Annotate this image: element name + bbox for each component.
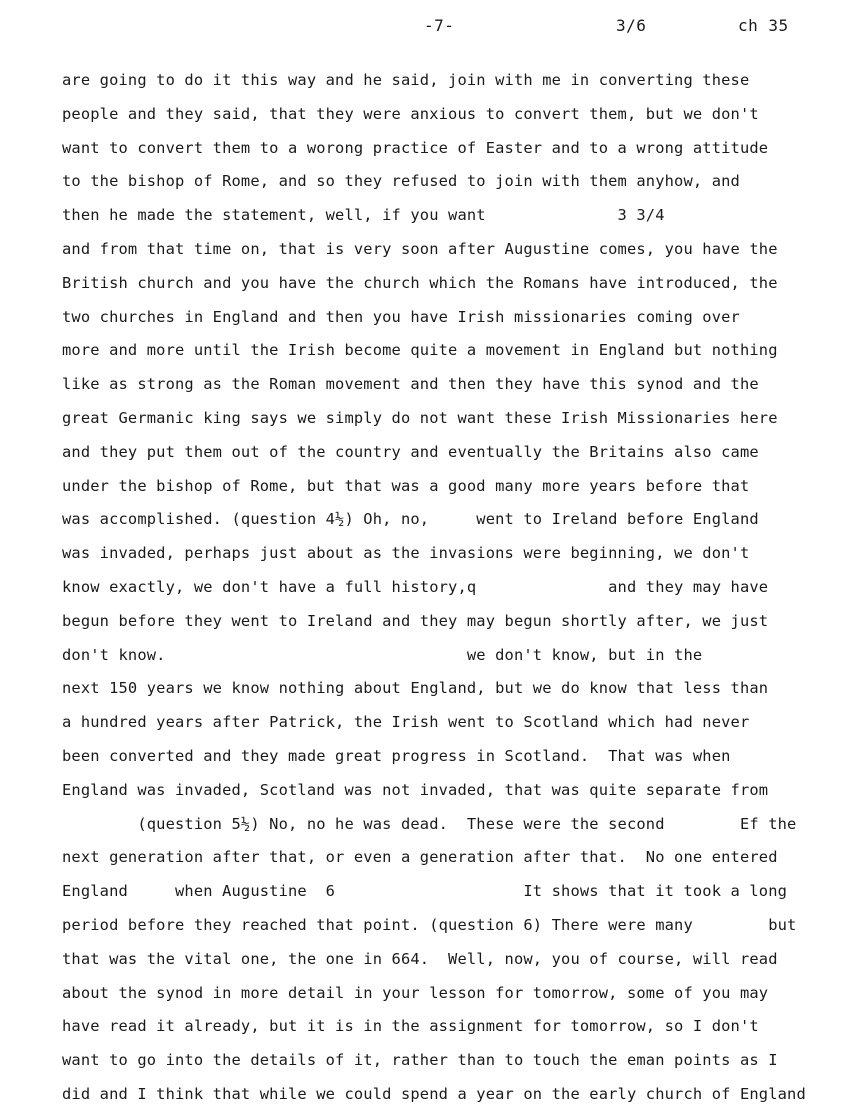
text-line: people and they said, that they were anxious to convert them, but we don't bbox=[62, 104, 759, 123]
text-line: British church and you have the church which the Romans have introduced, the bbox=[62, 273, 778, 292]
text-line: and from that time on, that is very soon after Augustine comes, you have the bbox=[62, 240, 778, 258]
text-line: want to go into the details of it, rather than to touch the eman points as I bbox=[62, 1051, 778, 1070]
text-line: more and more until the Irish become quite a movement in England but nothing bbox=[62, 341, 778, 360]
text-line: was invaded, perhaps just about as the invasions were beginning, we don't bbox=[62, 544, 750, 563]
text-line: are going to do it this way and he said, join with me in converting these bbox=[62, 71, 750, 89]
text-line: like as strong as the Roman movement and then they have this synod and the bbox=[62, 375, 759, 394]
text-line: have read it already, but it is in the assignment for tomorrow, so I don't bbox=[62, 1017, 759, 1036]
text-line: know exactly, we don't have a full history,q and they may have bbox=[62, 578, 769, 596]
text-line: been converted and they made great progress in Scotland. That was when bbox=[62, 747, 731, 765]
text-line: then he made the statement, well, if you want 3 3/4 bbox=[62, 206, 665, 225]
text-line: about the synod in more detail in your lesson for tomorrow, some of you may bbox=[62, 983, 769, 1002]
text-line: want to convert them to a worong practice of Easter and to a wrong attitude bbox=[62, 138, 769, 157]
section-reference: 3/6 bbox=[616, 16, 647, 35]
text-line: period before they reached that point. (question 6) There were many but bbox=[62, 916, 797, 934]
text-line: next 150 years we know nothing about England, but we do know that less than bbox=[62, 679, 769, 698]
text-line: England when Augustine 6 It shows that it took a long bbox=[62, 882, 788, 901]
text-line: did and I think that while we could spend a year on the early church of England bbox=[62, 1085, 806, 1103]
text-line: England was invaded, Scotland was not invaded, that was quite separate from bbox=[62, 780, 769, 799]
text-line: two churches in England and then you have Irish missionaries coming over bbox=[62, 307, 740, 326]
text-line: was accomplished. (question 4½) Oh, no, went to Ireland before England bbox=[62, 510, 759, 529]
text-line: begun before they went to Ireland and they may begun shortly after, we just bbox=[62, 611, 769, 630]
text-line: great Germanic king says we simply do not want these Irish Missionaries here bbox=[62, 409, 778, 427]
text-line: (question 5½) No, no he was dead. These were the second Ef the bbox=[62, 814, 797, 833]
text-line: and they put them out of the country and eventually the Britains also came bbox=[62, 442, 759, 461]
page-number: -7- bbox=[424, 16, 455, 35]
text-line: next generation after that, or even a generation after that. No one entered bbox=[62, 848, 778, 867]
text-line: a hundred years after Patrick, the Irish went to Scotland which had never bbox=[62, 713, 750, 732]
text-line: that was the vital one, the one in 664. Well, now, you of course, will read bbox=[62, 949, 778, 968]
text-line: don't know. we don't know, but in the bbox=[62, 645, 703, 664]
text-line: to the bishop of Rome, and so they refused to join with them anyhow, and bbox=[62, 172, 740, 191]
text-line: under the bishop of Rome, but that was a good many more years before that bbox=[62, 476, 750, 495]
chapter-label: ch 35 bbox=[738, 16, 789, 35]
